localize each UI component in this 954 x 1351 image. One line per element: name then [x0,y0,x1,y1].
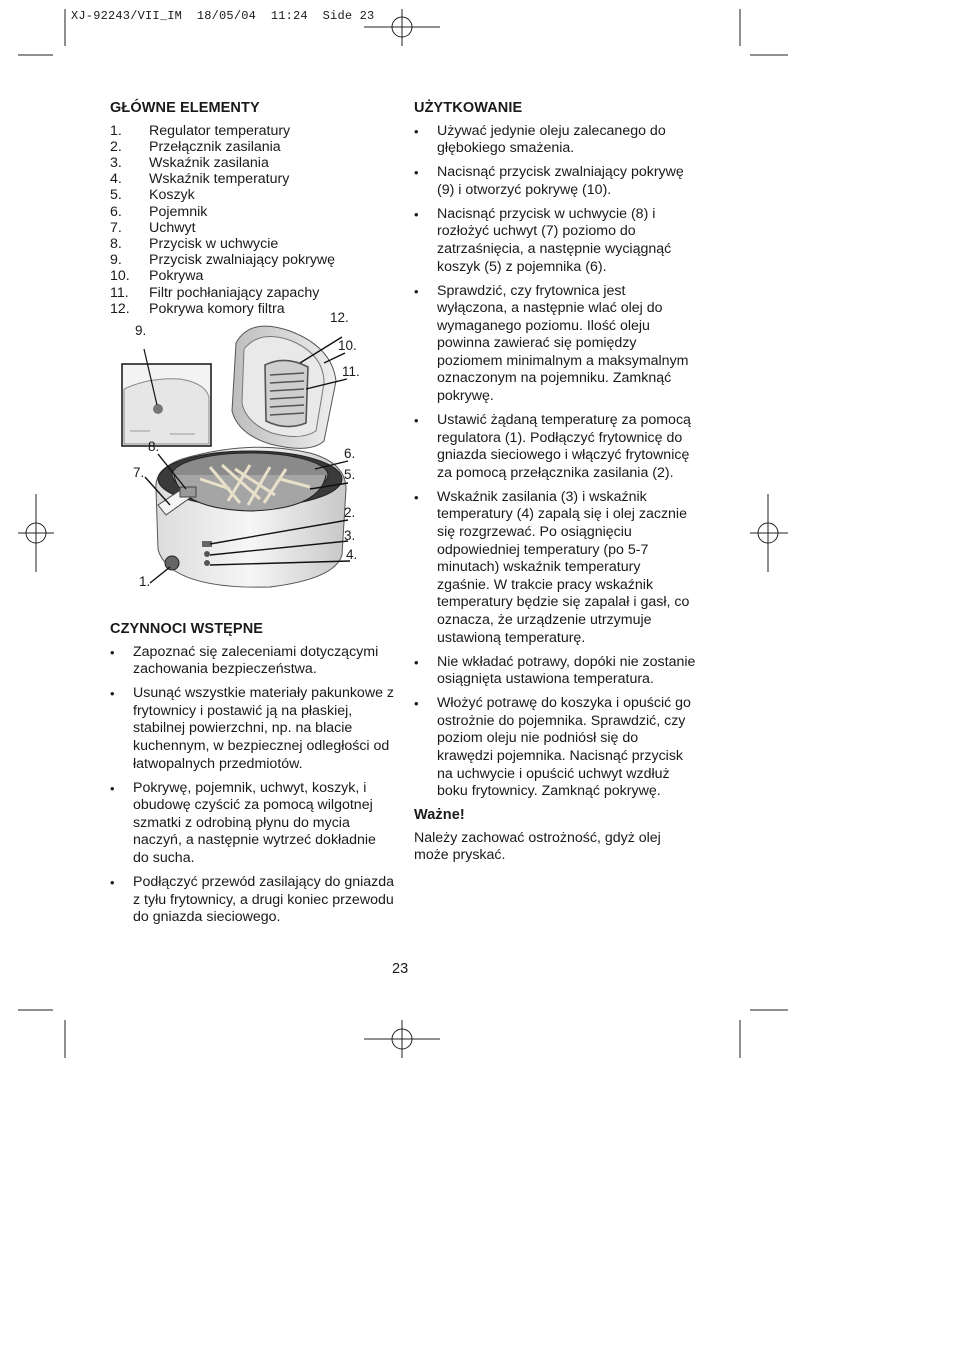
preliminary-heading: CZYNNOCI WSTĘPNE [110,621,264,638]
callout-3: 3. [344,528,356,544]
parts-item-label: Wskaźnik temperatury [149,171,290,188]
parts-list-item [110,155,395,171]
bullet-text: Zapoznać się zaleceniami dotyczącymi zachowania bezpieczeństwa. [133,643,379,678]
bullet-item [414,164,696,199]
main-parts-heading: GŁÓWNE ELEMENTY [110,100,260,116]
bullet-text: Włożyć potrawę do koszyka i opuścić go ostrożnie do pojemnika. Sprawdzić, czy poziom oleju nie podniósł się do krawędzi pojemnika. Nacisnąć przycisk na uchwycie i opuścić uchwyt wzdłuż boku frytownicy. Zamknąć pokrywę. [437,695,691,800]
bullet-item [414,489,696,647]
page-number: 23 [392,961,409,977]
important-heading: Ważne! [414,807,465,824]
bullet-item [110,685,395,773]
bullet-glyph: • [414,654,419,670]
parts-item-number: 11. [110,284,129,301]
important-note [414,807,696,865]
parts-item-number: 5. [110,187,122,204]
bullet-glyph: • [414,206,419,222]
important-text: Należy zachować ostrożność, gdyż olej może pryskać. [414,829,661,864]
parts-item-label: Pokrywa komory filtra [149,300,285,317]
parts-list-item [110,220,395,236]
parts-item-label: Koszyk [149,187,195,204]
parts-item-label: Przycisk zwalniający pokrywę [149,252,336,269]
bullet-text: Sprawdzić, czy frytownica jest wyłączona, a następnie wlać olej do wymaganego poziomu. Ilość oleju powinna zawierać się pomiędzy poziomem minimalnym a maksymalnym oznaczonym na pojemniku. Zamknąć pokrywę. [437,282,689,405]
bullet-text: Używać jedynie oleju zalecanego do głębokiego smażenia. [437,122,666,157]
parts-list-item [110,301,395,317]
bullet-glyph: • [414,283,419,299]
bullet-text: Nie wkładać potrawy, dopóki nie zostanie osiągnięta ustawiona temperatura. [437,653,696,688]
bullet-item [414,123,696,158]
fryer-illustration [110,310,395,609]
bullet-glyph: • [414,413,419,429]
bullet-glyph: • [110,644,115,660]
parts-item-label: Wskaźnik zasilania [149,155,269,171]
parts-item-label: Pojemnik [149,203,208,220]
callout-2: 2. [344,505,356,521]
bullet-text: Nacisnąć przycisk zwalniający pokrywę (9) i otworzyć pokrywę (10). [437,164,684,198]
parts-list-item [110,123,395,139]
parts-list-item [110,187,395,203]
bullet-item [414,654,696,689]
parts-list-item [110,236,395,252]
parts-item-number: 8. [110,236,122,253]
bullet-item [414,206,696,276]
bullet-item [110,874,395,927]
fryer-drawing [110,319,395,609]
parts-item-number: 12. [110,300,130,317]
bullet-item [110,780,395,868]
parts-item-label: Uchwyt [149,219,196,236]
bullet-item [414,412,696,482]
parts-item-label: Przycisk w uchwycie [149,236,279,253]
parts-item-number: 1. [110,122,122,139]
callout-6: 6. [344,446,356,462]
parts-list-item [110,139,395,155]
parts-list [110,123,395,317]
bullet-text: Podłączyć przewód zasilający do gniazda z tyłu frytownicy, a drugi koniec przewodu do gniazda sieciowego. [133,873,395,926]
usage-list [414,123,696,801]
bullet-text: Nacisnąć przycisk w uchwycie (8) i rozłożyć uchwyt (7) poziomo do zatrzaśnięcia, a następnie wyciągnąć koszyk (5) z pojemnika (6). [437,205,672,275]
parts-list-item [110,268,395,284]
parts-item-number: 6. [110,203,122,220]
bullet-glyph: • [110,874,115,890]
bullet-text: Wskaźnik zasilania (3) i wskaźnik temperatury (4) zapalą się i olej zacznie się rozgrzewać. Po osiągnięciu odpowiedniej temperatury (po 5-7 minutach) wskaźnik temperatury zgaśnie. W trakcie pracy wskaźnik temperatury będzie się zapalał i gasł, co oznacza, że urządzenie utrzymuje ustawioną temperaturę. [437,488,690,646]
bullet-item [414,283,696,406]
parts-list-item [110,204,395,220]
bullet-text: Pokrywę, pojemnik, uchwyt, koszyk, i obudowę czyścić za pomocą wilgotnej szmatki z odrobiną płynu do mycia naczyń, a następnie wytrzeć dokładnie do sucha. [133,779,376,866]
parts-list-item [110,171,395,187]
parts-item-label: Pokrywa [149,268,204,285]
parts-item-label: Przełącznik zasilania [149,138,281,155]
callout-9: 9. [135,323,147,339]
preliminary-list [110,644,395,927]
bullet-text: Ustawić żądaną temperaturę za pomocą regulatora (1). Podłączyć frytownicę do gniazda sieciowego i włączyć frytownicę za pomocą przełącznika zasilania (2). [437,412,691,481]
parts-item-number: 9. [110,252,122,269]
parts-item-label: Regulator temperatury [149,122,291,139]
bullet-glyph: • [414,489,419,505]
callout-4: 4. [346,547,358,563]
parts-item-number: 10. [110,268,130,285]
parts-item-label: Filtr pochłaniający zapachy [149,284,320,301]
print-slug: XJ-92243/VII_IM 18/05/04 11:24 Side 23 [71,9,375,23]
callout-5: 5. [344,467,356,483]
bullet-glyph: • [110,686,115,702]
parts-item-number: 4. [110,171,122,188]
bullet-glyph: • [414,696,419,712]
parts-item-number: 7. [110,219,122,236]
callout-7: 7. [133,465,145,481]
parts-item-number: 2. [110,138,122,155]
bullet-item [414,695,696,801]
parts-list-item [110,252,395,268]
usage-heading: UŻYTKOWANIE [414,100,523,116]
right-column [414,100,696,865]
bullet-glyph: • [110,780,115,796]
callout-10: 10. [338,338,357,354]
callout-8: 8. [148,439,160,455]
bullet-item [110,644,395,679]
parts-list-item [110,285,395,301]
callout-12: 12. [330,310,349,326]
bullet-glyph: • [414,165,419,181]
callout-1: 1. [139,574,151,590]
left-column [110,100,395,933]
bullet-glyph: • [414,123,419,139]
bullet-text: Usunąć wszystkie materiały pakunkowe z frytownicy i postawić ją na płaskiej, stabilnej powierzchni, np. na blacie kuchennym, w bezpiecznej odległości od łatwopalnych przedmiotów. [133,685,394,772]
callout-11: 11. [342,364,360,380]
parts-item-number: 3. [110,155,122,171]
